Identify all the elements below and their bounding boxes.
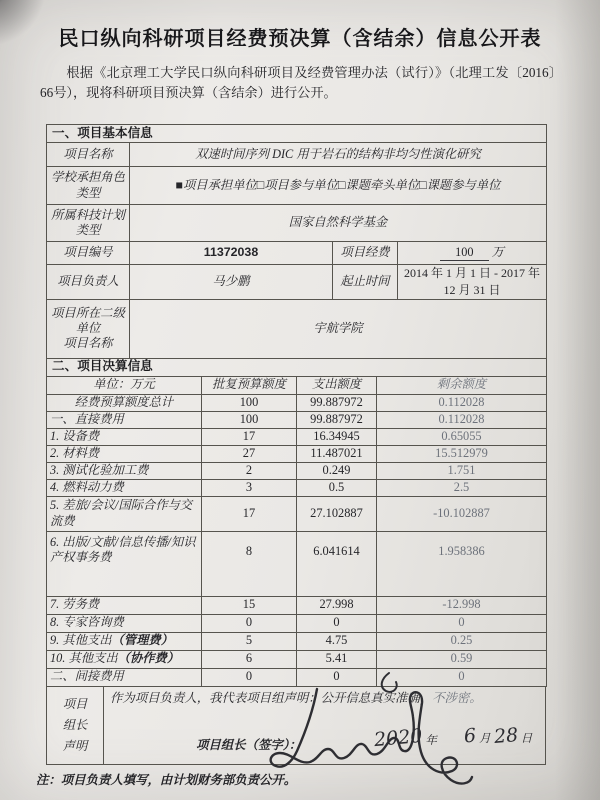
- remain-value: -10.102887: [377, 496, 547, 531]
- section2-header: 二、项目决算信息: [47, 358, 547, 376]
- budget-value: 0: [202, 614, 297, 632]
- expense-name: 一、直接费用: [47, 411, 202, 428]
- expense-name: 10. 其他支出（协作费）: [47, 650, 202, 668]
- spent-value: 11.487021: [297, 445, 377, 462]
- budget-value: 15: [202, 596, 297, 614]
- spent-value: 99.887972: [297, 394, 377, 411]
- project-code-row: [47, 242, 547, 265]
- sign-label: 项目组长（签字）：: [196, 737, 302, 752]
- fund-value-cell: [398, 242, 547, 265]
- project-code-value: 11372038: [130, 242, 333, 265]
- section1-header-row: [47, 125, 547, 143]
- budget-table: [46, 358, 547, 687]
- remain-value: 0.65055: [377, 428, 547, 445]
- spent-value: 0: [297, 668, 377, 686]
- plan-type-row: [47, 205, 547, 242]
- table-row: [47, 428, 547, 445]
- handwritten-signature: [239, 685, 489, 800]
- spent-value: 6.041614: [297, 531, 377, 596]
- expense-name: 4. 燃料动力费: [47, 479, 202, 496]
- unit-row: [47, 299, 547, 358]
- declaration-label: 项目 组长 声明: [47, 687, 104, 764]
- remain-value: 15.512979: [377, 445, 547, 462]
- plan-type-label: 所属科技计划 类型: [47, 205, 130, 242]
- fund-label: 项目经费: [333, 242, 398, 265]
- col-remain-header: 剩余额度: [377, 376, 547, 394]
- sign-date-month-day: 6 月 28 日: [463, 723, 533, 748]
- spent-value: 27.102887: [297, 496, 377, 531]
- unit-label: 项目所在二级 单位 项目名称: [47, 299, 130, 358]
- table-row: [47, 479, 547, 496]
- table-row: [47, 496, 547, 531]
- remain-value: 0.112028: [377, 394, 547, 411]
- spent-value: 5.41: [297, 650, 377, 668]
- remain-value: 0.25: [377, 632, 547, 650]
- remain-value: 0: [377, 668, 547, 686]
- unit-header-cell: 单位：万元: [47, 376, 202, 394]
- spent-value: 4.75: [297, 632, 377, 650]
- fund-amount: 100: [440, 245, 488, 261]
- table-row: [47, 445, 547, 462]
- remain-value: -12.998: [377, 596, 547, 614]
- table-row: [47, 411, 547, 428]
- role-checkbox-group: ■项目承担单位□项目参与单位□课题牵头单位□课题参与单位: [130, 167, 547, 205]
- spent-value: 99.887972: [297, 411, 377, 428]
- expense-name: 2. 材料费: [47, 445, 202, 462]
- remain-value: 1.751: [377, 462, 547, 479]
- col-budget-header: 批复预算额度: [202, 376, 297, 394]
- budget-value: 100: [202, 394, 297, 411]
- remain-value: 0: [377, 614, 547, 632]
- period-value: 2014 年 1 月 1 日 - 2017 年 12 月 31 日: [398, 265, 547, 300]
- expense-name: 6. 出版/文献/信息传播/知识产权事务费: [47, 531, 202, 596]
- remain-value: 0.112028: [377, 411, 547, 428]
- table-row: [47, 596, 547, 614]
- role-row: [47, 167, 547, 205]
- budget-value: 2: [202, 462, 297, 479]
- table-row: [47, 462, 547, 479]
- col-spent-header: 支出额度: [297, 376, 377, 394]
- expense-name: 8. 专家咨询费: [47, 614, 202, 632]
- fund-unit: 万: [491, 244, 504, 259]
- remain-value: 1.958386: [377, 531, 547, 596]
- unit-value: 宇航学院: [130, 299, 547, 358]
- budget-value: 8: [202, 531, 297, 596]
- table-row: [47, 650, 547, 668]
- declaration-row: [46, 687, 546, 765]
- budget-value: 6: [202, 650, 297, 668]
- spent-value: 0.5: [297, 479, 377, 496]
- declaration-statement: 作为项目负责人，我代表项目组声明：公开信息真实准确，不涉密。: [110, 690, 482, 705]
- budget-value: 27: [202, 445, 297, 462]
- budget-value: 5: [202, 632, 297, 650]
- section1-header: 一、项目基本信息: [47, 125, 547, 143]
- table-row: [47, 668, 547, 686]
- remain-value: 2.5: [377, 479, 547, 496]
- expense-name: 7. 劳务费: [47, 596, 202, 614]
- remain-value: 0.59: [377, 650, 547, 668]
- budget-value: 0: [202, 668, 297, 686]
- table-row: [47, 614, 547, 632]
- project-name-value: 双速时间序列 DIC 用于岩石的结构非均匀性演化研究: [130, 143, 547, 167]
- spent-value: 27.998: [297, 596, 377, 614]
- expense-name: 1. 设备费: [47, 428, 202, 445]
- expense-name: 二、间接费用: [47, 668, 202, 686]
- section2-header-row: [47, 358, 547, 376]
- intro-paragraph: 根据《北京理工大学民口纵向科研项目及经费管理办法（试行）》（北理工发〔2016〕66号），现将科研项目预决算（含结余）进行公开。: [40, 65, 562, 100]
- period-label: 起止时间: [333, 265, 398, 300]
- basic-info-table: [46, 124, 547, 359]
- project-name-row: [47, 143, 547, 167]
- table-row: [47, 632, 547, 650]
- expense-name: 3. 测试化验加工费: [47, 462, 202, 479]
- spent-value: 16.34945: [297, 428, 377, 445]
- signature-area: [104, 725, 545, 761]
- leader-label: 项目负责人: [47, 265, 130, 300]
- footer-note: 注：项目负责人填写，由计划财务部负责公开。: [36, 772, 297, 787]
- expense-name: 经费预算额度总计: [47, 394, 202, 411]
- spent-value: 0.249: [297, 462, 377, 479]
- table-row: [47, 531, 547, 596]
- expense-name: 9. 其他支出（管理费）: [47, 632, 202, 650]
- declaration-body: [104, 687, 545, 764]
- plan-type-value: 国家自然科学基金: [130, 205, 547, 242]
- page-title: 民口纵向科研项目经费预决算（含结余）信息公开表: [58, 28, 542, 50]
- spent-value: 0: [297, 614, 377, 632]
- table-row: [47, 394, 547, 411]
- budget-value: 17: [202, 428, 297, 445]
- project-name-label: 项目名称: [47, 143, 130, 167]
- expense-name: 5. 差旅/会议/国际合作与交流费: [47, 496, 202, 531]
- leader-value: 马少鹏: [130, 265, 333, 300]
- leader-row: [47, 265, 547, 300]
- budget-value: 100: [202, 411, 297, 428]
- form-sheet: [36, 124, 546, 788]
- budget-value: 17: [202, 496, 297, 531]
- role-label: 学校承担角色 类型: [47, 167, 130, 205]
- sign-date-year: 2020 年: [373, 724, 437, 751]
- budget-value: 3: [202, 479, 297, 496]
- project-code-label: 项目编号: [47, 242, 130, 265]
- budget-header-row: [47, 376, 547, 394]
